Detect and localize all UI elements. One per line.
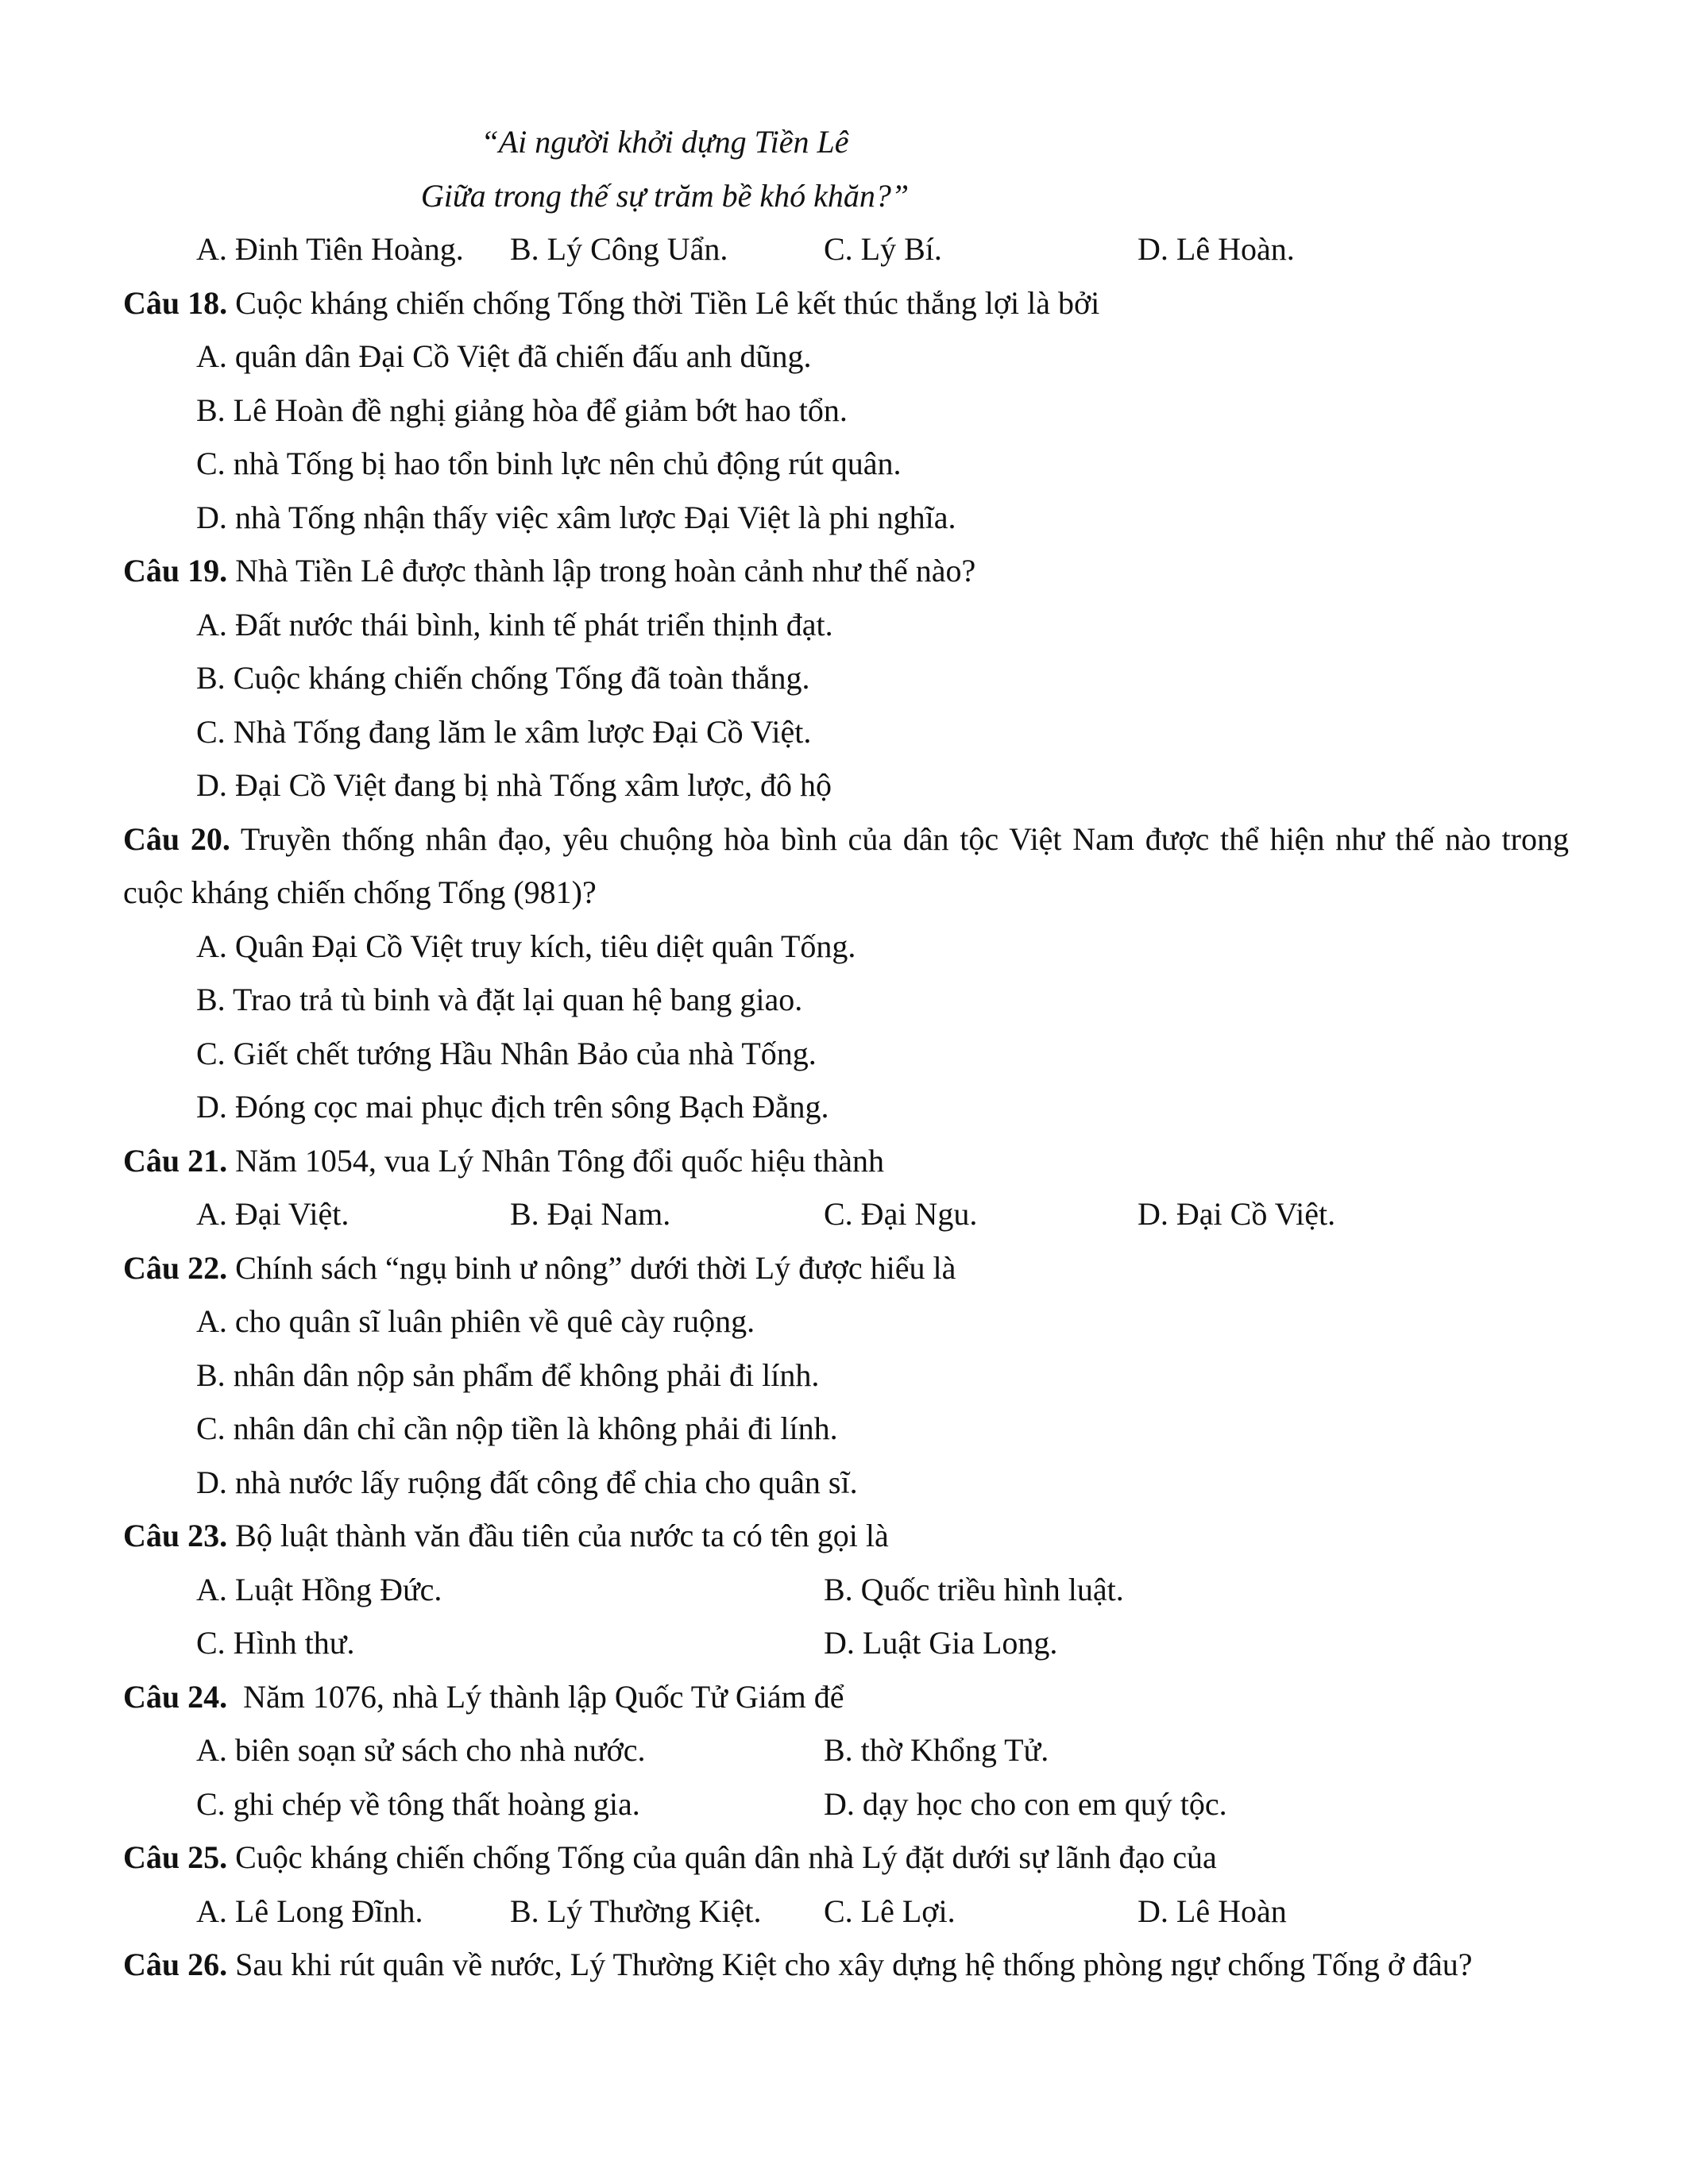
question-18 xyxy=(123,276,1569,330)
option-d: D. nhà Tống nhận thấy việc xâm lược Đại Việt là phi nghĩa. xyxy=(196,499,956,535)
option-a: A. Lê Long Đĩnh. xyxy=(196,1893,423,1929)
question-label: Câu 24. xyxy=(123,1678,228,1715)
option-b: B. Trao trả tù binh và đặt lại quan hệ bang giao. xyxy=(196,982,803,1017)
question-text: Cuộc kháng chiến chống Tống thời Tiền Lê kết thúc thắng lợi là bởi xyxy=(227,284,1100,321)
question-25 xyxy=(123,1831,1569,1885)
option-c: C. Lý Bí. xyxy=(824,231,942,267)
question-text: Năm 1076, nhà Lý thành lập Quốc Tử Giám để xyxy=(227,1678,844,1715)
option-a: A. Đinh Tiên Hoàng. xyxy=(196,231,464,267)
option-c: C. ghi chép về tông thất hoàng gia. xyxy=(196,1785,640,1822)
option-d: D. Đại Cồ Việt. xyxy=(1138,1196,1336,1232)
question-label: Câu 19. xyxy=(123,553,228,588)
option-b: B. Đại Nam. xyxy=(510,1196,671,1232)
q25-options xyxy=(123,1885,1569,1939)
question-23 xyxy=(123,1509,1569,1563)
option-c: C. Lê Lợi. xyxy=(824,1893,956,1929)
q21-options xyxy=(123,1187,1569,1241)
option-c: C. Đại Ngu. xyxy=(824,1196,978,1232)
option-c: C. nhà Tống bị hao tổn binh lực nên chủ động rút quân. xyxy=(196,446,902,481)
poem-line-2: Giữa trong thế sự trăm bề khó khăn?” xyxy=(420,177,910,214)
option-d: D. Đại Cồ Việt đang bị nhà Tống xâm lược, đô hộ xyxy=(196,767,832,803)
question-text: Nhà Tiền Lê được thành lập trong hoàn cảnh như thế nào? xyxy=(227,553,976,588)
option-a: A. Luật Hồng Đức. xyxy=(196,1571,442,1607)
question-label: Câu 25. xyxy=(123,1839,228,1875)
q24-options-row-2 xyxy=(123,1777,1569,1831)
option-d: D. nhà nước lấy ruộng đất công để chia cho quân sĩ. xyxy=(196,1464,858,1500)
q23-options-row-1 xyxy=(123,1563,1569,1617)
question-text: Truyền thống nhân đạo, yêu chuộng hòa bình của dân tộc Việt Nam được thể hiện như thế nào trong cuộc kháng chiến chống Tống (981)? xyxy=(123,820,1569,910)
question-20 xyxy=(123,812,1569,920)
question-label: Câu 18. xyxy=(123,284,228,321)
q23-options-row-2 xyxy=(123,1616,1569,1670)
poem-quote xyxy=(123,115,1207,222)
option-a: A. Đại Việt. xyxy=(196,1196,350,1232)
option-a: A. quân dân Đại Cồ Việt đã chiến đấu anh dũng. xyxy=(196,338,812,374)
q24-options-row-1 xyxy=(123,1723,1569,1777)
question-text: Cuộc kháng chiến chống Tống của quân dân nhà Lý đặt dưới sự lãnh đạo của xyxy=(227,1839,1217,1875)
question-label: Câu 22. xyxy=(123,1249,228,1286)
question-text: Sau khi rút quân về nước, Lý Thường Kiệt cho xây dựng hệ thống phòng ngự chống Tống ở đâu? xyxy=(227,1947,1473,1982)
question-label: Câu 26. xyxy=(123,1947,228,1982)
question-26 xyxy=(123,1938,1569,1992)
option-a: A. biên soạn sử sách cho nhà nước. xyxy=(196,1732,646,1768)
option-b: B. Lê Hoàn đề nghị giảng hòa để giảm bớt hao tổn. xyxy=(196,392,848,428)
option-b: B. Lý Thường Kiệt. xyxy=(510,1893,762,1929)
option-c: C. Hình thư. xyxy=(196,1625,355,1661)
question-21 xyxy=(123,1134,1569,1188)
option-c: C. nhân dân chỉ cần nộp tiền là không phải đi lính. xyxy=(196,1410,838,1446)
option-d: D. Lê Hoàn. xyxy=(1138,231,1295,267)
option-a: A. Đất nước thái bình, kinh tế phát triển thịnh đạt. xyxy=(196,606,833,642)
question-24 xyxy=(123,1670,1569,1724)
question-text: Chính sách “ngụ binh ư nông” dưới thời Lý được hiểu là xyxy=(227,1249,956,1286)
option-d: D. Luật Gia Long. xyxy=(824,1625,1058,1661)
option-c: C. Giết chết tướng Hầu Nhân Bảo của nhà Tống. xyxy=(196,1035,817,1071)
option-b: B. Quốc triều hình luật. xyxy=(824,1571,1124,1607)
option-b: B. Cuộc kháng chiến chống Tống đã toàn thắng. xyxy=(196,660,810,696)
q17-options xyxy=(123,222,1569,276)
option-b: B. Lý Công Uẩn. xyxy=(510,231,728,267)
question-text: Năm 1054, vua Lý Nhân Tông đổi quốc hiệu thành xyxy=(227,1142,885,1179)
option-d: D. Lê Hoàn xyxy=(1138,1893,1287,1929)
question-label: Câu 21. xyxy=(123,1142,228,1179)
option-b: B. thờ Khổng Tử. xyxy=(824,1732,1049,1768)
question-label: Câu 23. xyxy=(123,1518,228,1553)
poem-line-1: “Ai người khởi dựng Tiền Lê xyxy=(481,124,849,160)
option-b: B. nhân dân nộp sản phẩm để không phải đi lính. xyxy=(196,1356,820,1393)
option-a: A. Quân Đại Cồ Việt truy kích, tiêu diệt quân Tống. xyxy=(196,928,856,964)
question-22 xyxy=(123,1241,1569,1295)
question-text: Bộ luật thành văn đầu tiên của nước ta có tên gọi là xyxy=(227,1518,889,1553)
option-c: C. Nhà Tống đang lăm le xâm lược Đại Cồ Việt. xyxy=(196,713,812,750)
option-a: A. cho quân sĩ luân phiên về quê cày ruộng. xyxy=(196,1303,755,1339)
option-d: D. dạy học cho con em quý tộc. xyxy=(824,1785,1227,1822)
option-d: D. Đóng cọc mai phục địch trên sông Bạch Đằng. xyxy=(196,1089,829,1125)
question-label: Câu 20. xyxy=(123,820,230,857)
document-page xyxy=(123,115,1569,1992)
question-19 xyxy=(123,544,1569,598)
